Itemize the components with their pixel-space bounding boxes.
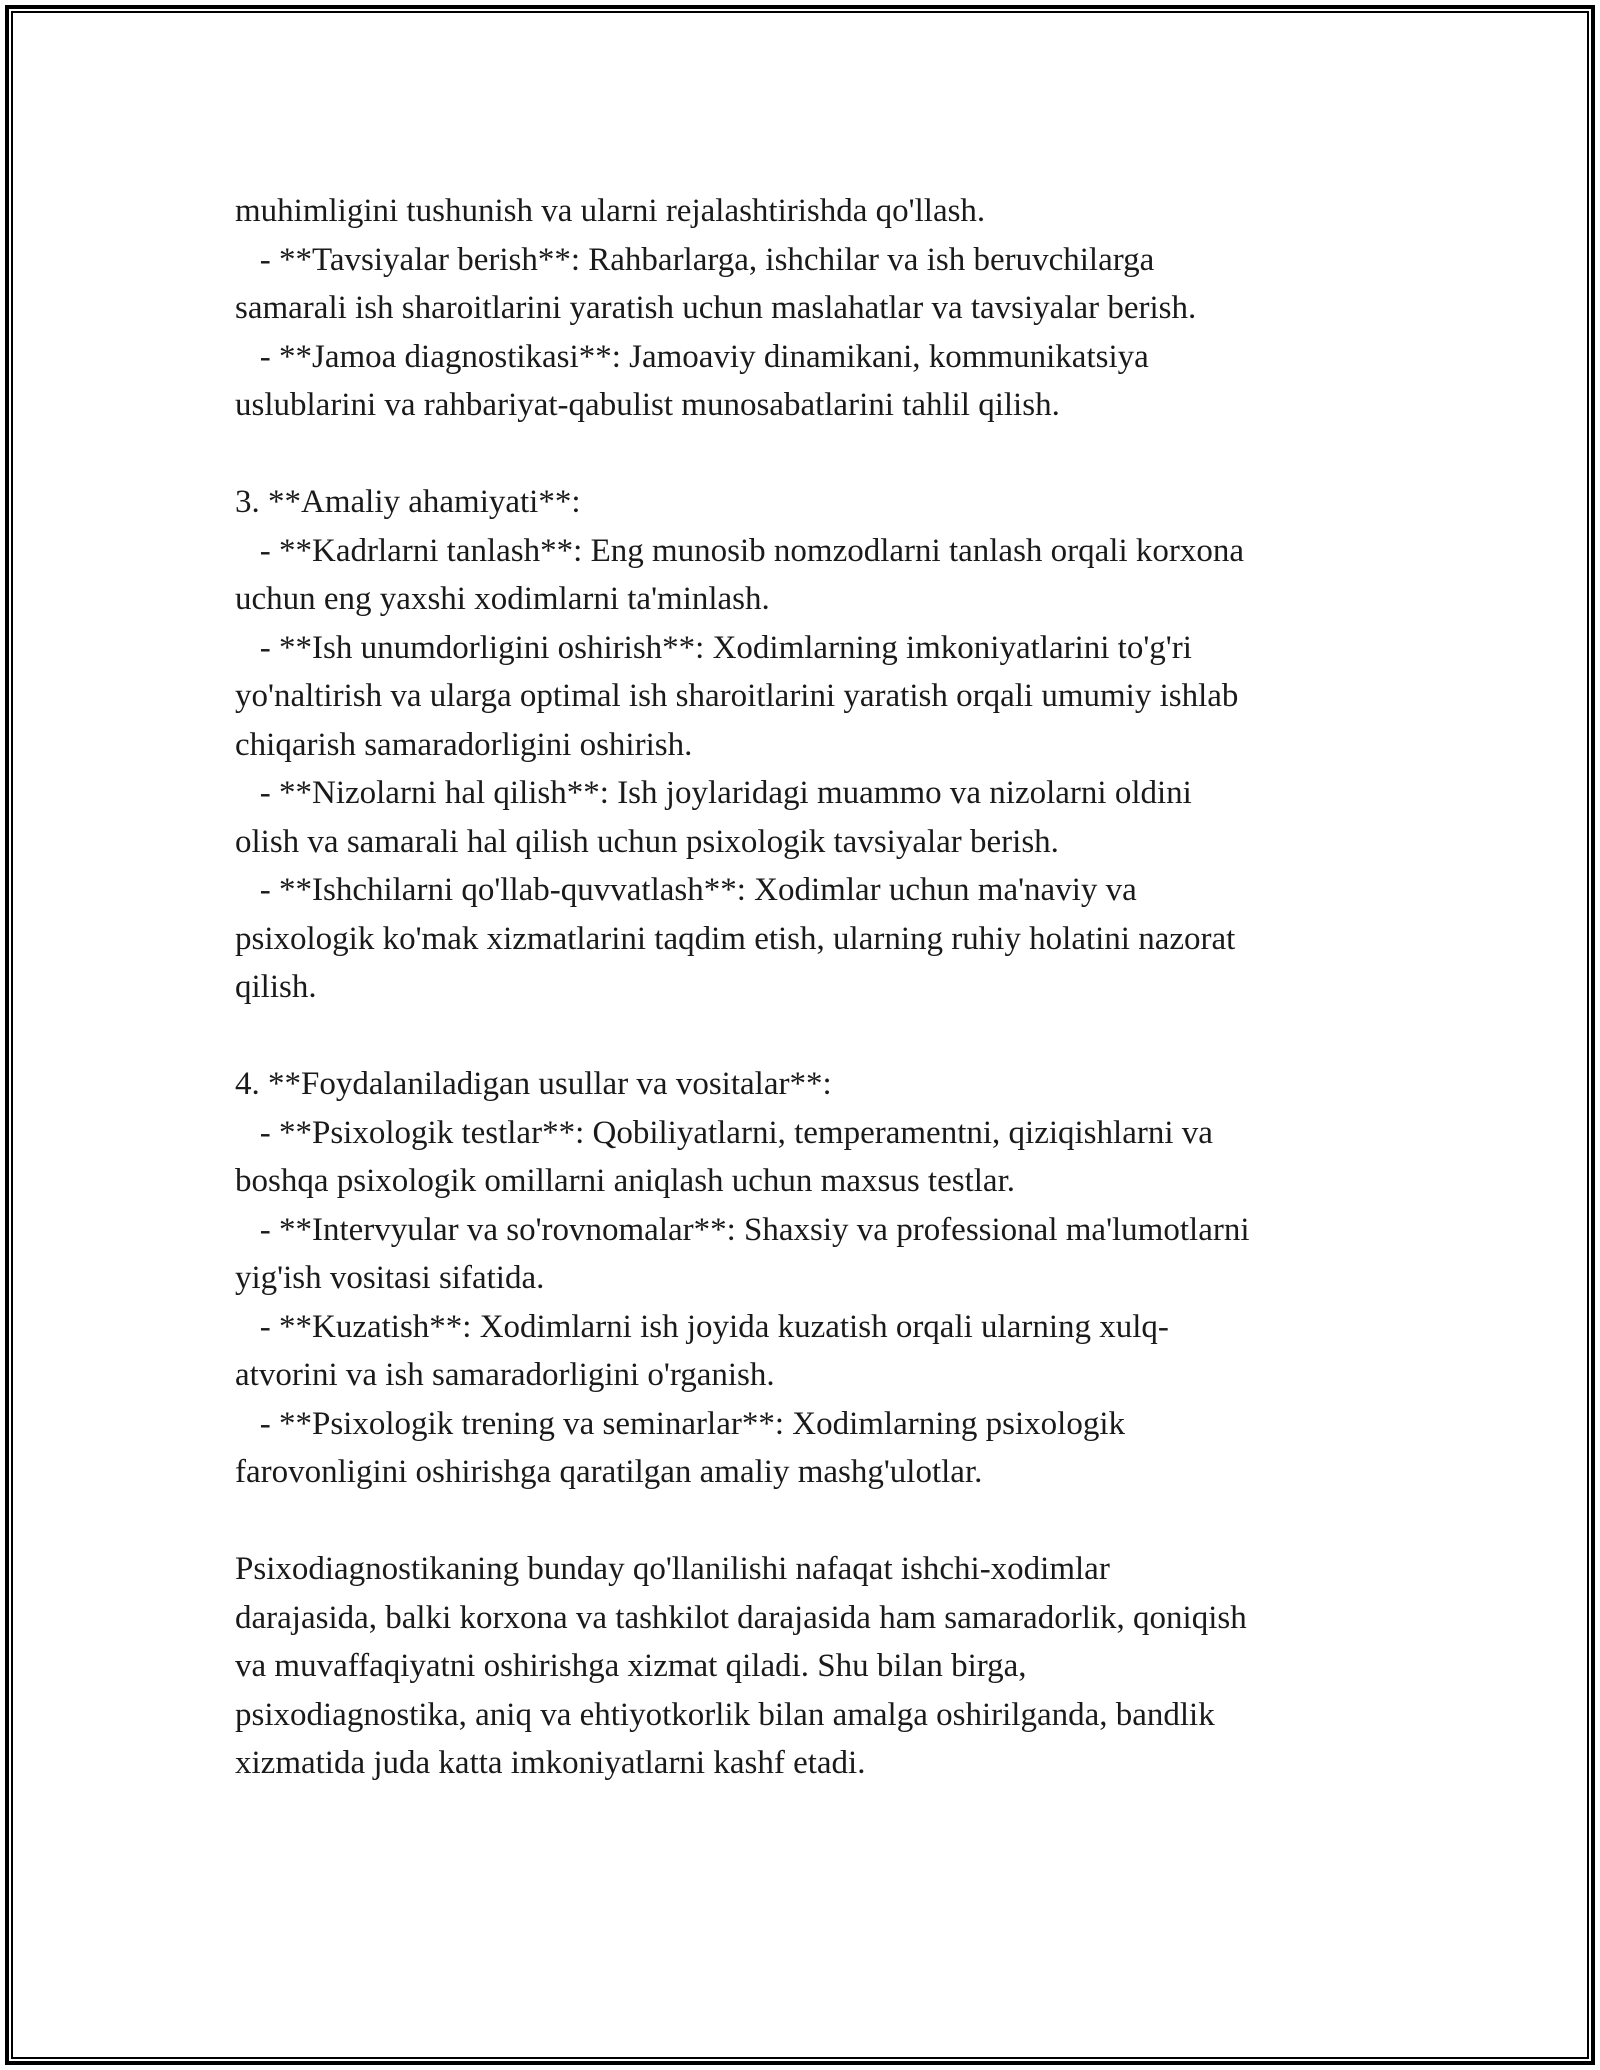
text-line: darajasida, balki korxona va tashkilot darajasida ham samaradorlik, qoniqish [235,1599,1247,1636]
text-line: va muvaffaqiyatni oshirishga xizmat qiladi. Shu bilan birga, [235,1648,1027,1684]
text-line: - **Tavsiyalar berish**: Rahbarlarga, ishchilar va ish beruvchilarga [235,241,1155,278]
text-line: yig'ish vositasi sifatida. [235,1260,545,1296]
text-line: boshqa psixologik omillarni aniqlash uchun maxsus testlar. [235,1163,1015,1199]
blank-line [235,1012,1385,1061]
text-line: - **Jamoa diagnostikasi**: Jamoaviy dinamikani, kommunikatsiya [235,338,1149,375]
text-line: psixodiagnostika, aniq va ehtiyotkorlik bilan amalga oshirilganda, bandlik [235,1696,1215,1733]
text-line: psixologik ko'mak xizmatlarini taqdim etish, ularning ruhiy holatini nazorat [235,920,1236,957]
text-line: olish va samarali hal qilish uchun psixologik tavsiyalar berish. [235,823,1059,860]
text-line: - **Nizolarni hal qilish**: Ish joylaridagi muammo va nizolarni oldini [235,775,1192,811]
document-body [235,187,1385,1788]
text-line: - **Ish unumdorligini oshirish**: Xodimlarning imkoniyatlarini to'g'ri [235,629,1192,666]
text-line: samarali ish sharoitlarini yaratish uchun maslahatlar va tavsiyalar berish. [235,290,1197,326]
text-line: Psixodiagnostikaning bunday qo'llanilishi nafaqat ishchi-xodimlar [235,1551,1110,1587]
text-line: - **Kadrlarni tanlash**: Eng munosib nomzodlarni tanlash orqali korxona [235,532,1245,569]
text-line: uchun eng yaxshi xodimlarni ta'minlash. [235,581,770,617]
text-line: farovonligini oshirishga qaratilgan amaliy mashg'ulotlar. [235,1454,983,1490]
text-line: atvorini va ish samaradorligini o'rganish. [235,1357,775,1393]
text-line: 3. **Amaliy ahamiyati**: [235,484,581,520]
blank-line [235,430,1385,479]
text-line: - **Intervyular va so'rovnomalar**: Shaxsiy va professional ma'lumotlarni [235,1211,1250,1248]
text-line: yo'naltirish va ularga optimal ish sharoitlarini yaratish orqali umumiy ishlab [235,678,1239,714]
text-line: - **Kuzatish**: Xodimlarni ish joyida kuzatish orqali ularning xulq- [235,1308,1169,1345]
text-line: 4. **Foydalaniladigan usullar va vositalar**: [235,1066,832,1102]
text-line: muhimligini tushunish va ularni rejalashtirishda qo'llash. [235,193,986,229]
text-line: - **Psixologik testlar**: Qobiliyatlarni, temperamentni, qiziqishlarni va [235,1114,1213,1151]
text-line: chiqarish samaradorligini oshirish. [235,726,693,763]
text-line: xizmatida juda katta imkoniyatlarni kashf etadi. [235,1745,866,1781]
blank-line [235,1497,1385,1546]
text-line: - **Ishchilarni qo'llab-quvvatlash**: Xodimlar uchun ma'naviy va [235,872,1137,908]
text-line: - **Psixologik trening va seminarlar**: Xodimlarning psixologik [235,1405,1125,1442]
text-line: uslublarini va rahbariyat-qabulist munosabatlarini tahlil qilish. [235,387,1060,423]
text-line: qilish. [235,969,317,1005]
